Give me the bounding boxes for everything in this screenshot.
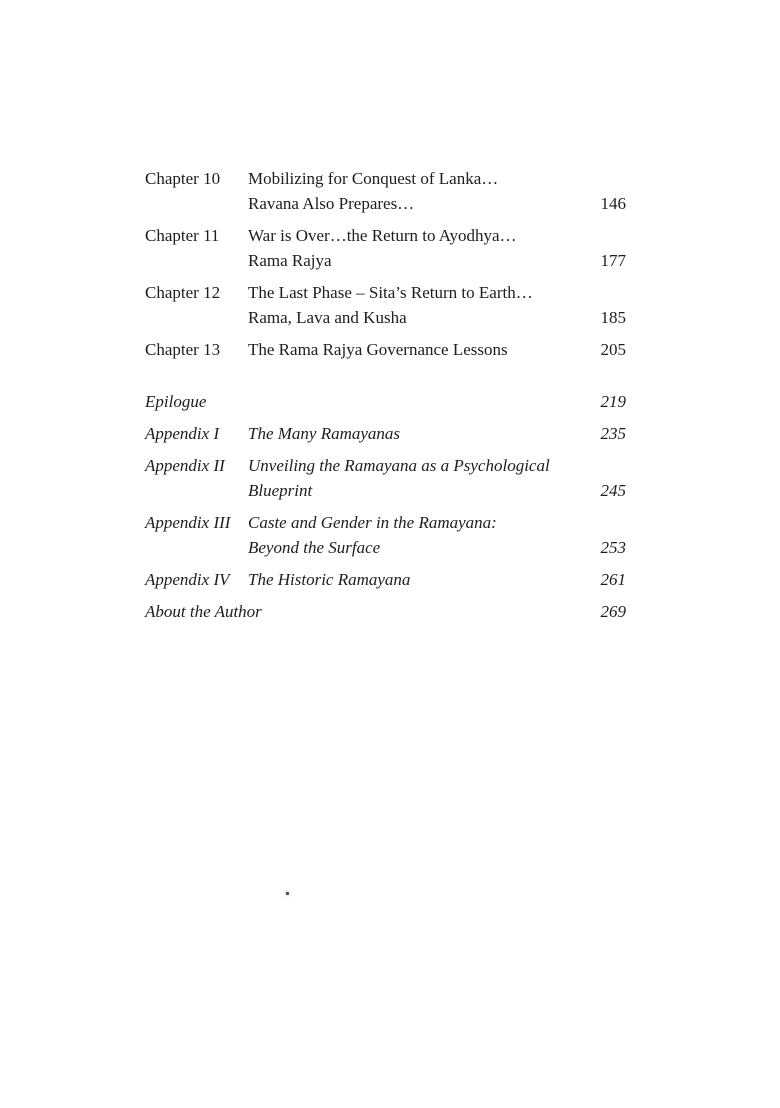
ink-speck (286, 892, 289, 895)
toc-entry-appendix-3 (145, 510, 626, 560)
title-line: Beyond the Surface (248, 538, 381, 557)
entry-label: Chapter 11 (145, 226, 220, 245)
title-line: The Rama Rajya Governance Lessons (248, 340, 508, 359)
entry-label: Appendix IV (145, 570, 230, 589)
entry-page-number: 205 (600, 340, 626, 359)
title-line: Unveiling the Ramayana as a Psychological (248, 456, 550, 475)
table-of-contents (145, 166, 626, 631)
entry-label: Chapter 13 (145, 340, 221, 359)
toc-entry-epilogue (145, 389, 626, 414)
entry-label: Appendix III (145, 513, 231, 532)
title-line: The Last Phase – Sita’s Return to Earth… (248, 283, 533, 302)
entry-label: Epilogue (145, 392, 207, 411)
entry-page-number: 185 (600, 308, 626, 327)
toc-entry-about-the-author (145, 599, 626, 624)
title-line: Mobilizing for Conquest of Lanka… (248, 169, 499, 188)
title-line: Ravana Also Prepares… (248, 194, 415, 213)
entry-title (248, 453, 580, 503)
entry-label: Chapter 12 (145, 283, 221, 302)
entry-page-number: 177 (600, 251, 626, 270)
toc-entry-appendix-2 (145, 453, 626, 503)
title-line: Blueprint (248, 481, 313, 500)
entry-title (248, 223, 580, 273)
title-line: Rama Rajya (248, 251, 332, 270)
entry-title (248, 166, 580, 216)
entry-page-number: 245 (600, 481, 626, 500)
title-line: War is Over…the Return to Ayodhya… (248, 226, 517, 245)
toc-back-matter-section (145, 389, 626, 624)
toc-entry-chapter-13 (145, 337, 626, 362)
title-line: Caste and Gender in the Ramayana: (248, 513, 497, 532)
entry-title (248, 567, 580, 592)
entry-page-number: 219 (600, 392, 626, 411)
title-line: The Many Ramayanas (248, 424, 401, 443)
entry-label: About the Author (145, 602, 262, 621)
entry-page-number: 261 (600, 570, 626, 589)
title-line: The Historic Ramayana (248, 570, 411, 589)
entry-label: Chapter 10 (145, 169, 221, 188)
toc-entry-appendix-1 (145, 421, 626, 446)
entry-title (248, 280, 580, 330)
toc-entry-chapter-10 (145, 166, 626, 216)
entry-title (248, 421, 580, 446)
toc-entry-chapter-11 (145, 223, 626, 273)
entry-label: Appendix I (145, 424, 220, 443)
entry-page-number: 235 (600, 424, 626, 443)
toc-entry-chapter-12 (145, 280, 626, 330)
entry-page-number: 253 (600, 538, 626, 557)
entry-label: Appendix II (145, 456, 225, 475)
entry-page-number: 269 (600, 602, 626, 621)
entry-title (248, 510, 580, 560)
entry-page-number: 146 (600, 194, 626, 213)
toc-chapter-section (145, 166, 626, 362)
title-line: Rama, Lava and Kusha (248, 308, 407, 327)
toc-entry-appendix-4 (145, 567, 626, 592)
entry-title (248, 337, 580, 362)
